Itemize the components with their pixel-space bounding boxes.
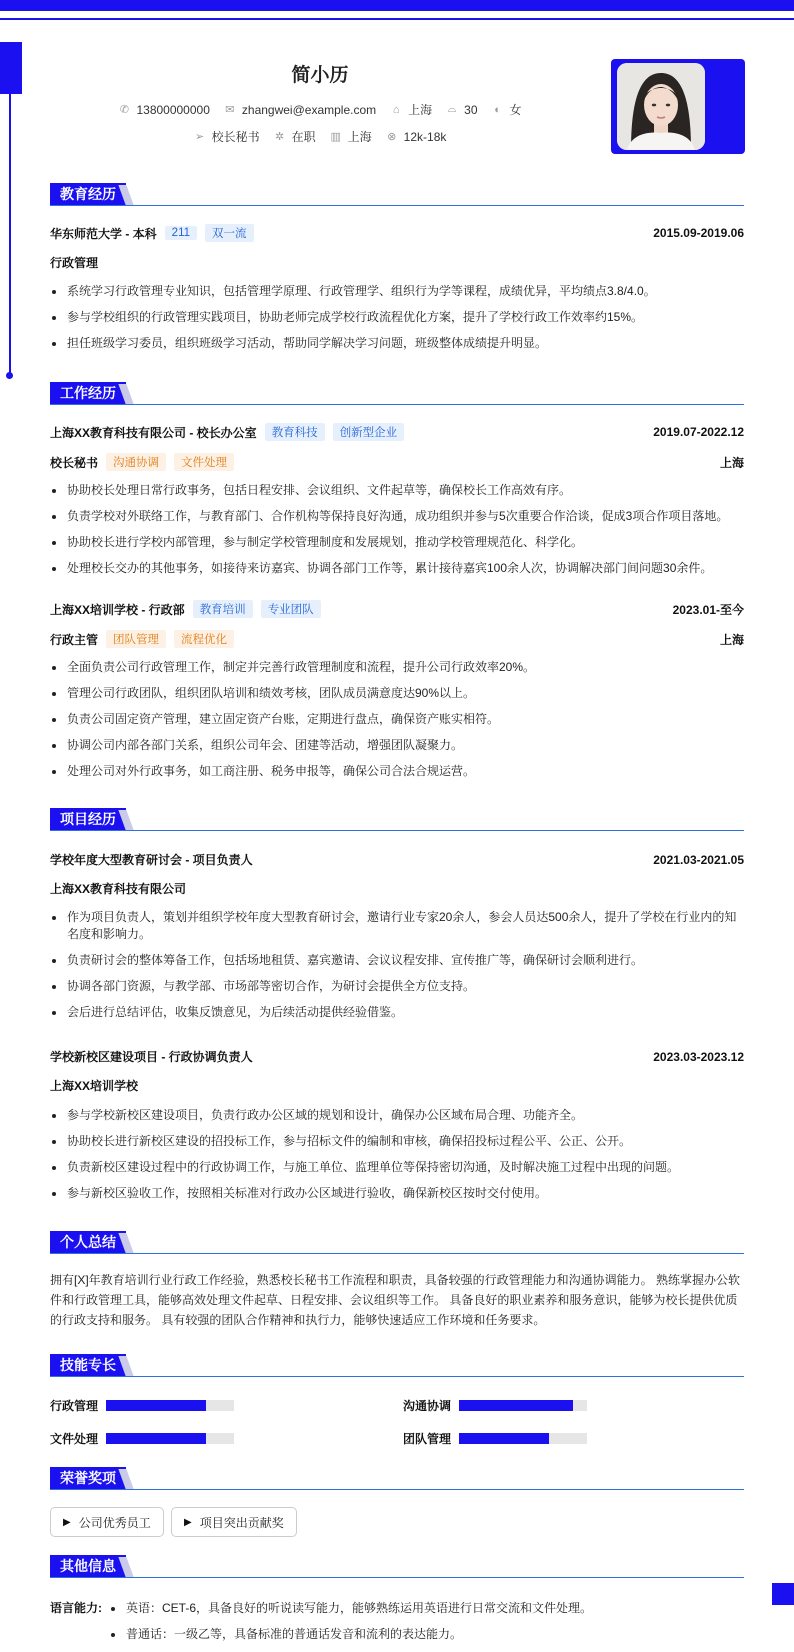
list-item: 管理公司行政团队，组织团队培训和绩效考核，团队成员满意度达90%以上。 bbox=[50, 685, 744, 702]
section-title: 个人总结 bbox=[50, 1231, 126, 1253]
list-item: 担任班级学习委员，组织班级学习活动，帮助同学解决学习问题，班级整体成绩提升明显。 bbox=[50, 335, 744, 352]
project-date: 2021.03-2021.05 bbox=[653, 852, 744, 867]
section-title: 荣誉奖项 bbox=[50, 1467, 126, 1489]
company-tag: 专业团队 bbox=[261, 600, 321, 618]
role-tag: 文件处理 bbox=[174, 453, 234, 471]
play-icon: ▶ bbox=[184, 1516, 192, 1528]
phone-icon: ✆ bbox=[119, 104, 130, 116]
project-row bbox=[50, 1048, 744, 1065]
portrait-photo bbox=[617, 63, 705, 150]
intent-row bbox=[0, 128, 640, 145]
list-item: 协调公司内部各部门关系，组织公司年会、团建等活动，增强团队凝聚力。 bbox=[50, 737, 744, 754]
list-item: 普通话：一级乙等，具备标准的普通话发音和流利的表达能力。 bbox=[109, 1626, 749, 1643]
section-awards-header bbox=[50, 1467, 744, 1490]
award-chip bbox=[171, 1507, 297, 1537]
photo-frame bbox=[611, 59, 745, 154]
top-accent-line bbox=[0, 18, 794, 20]
section-skills-header bbox=[50, 1354, 744, 1377]
major: 行政管理 bbox=[50, 256, 99, 270]
project-row bbox=[50, 851, 744, 868]
section-title: 技能专长 bbox=[50, 1354, 126, 1376]
top-accent-bar bbox=[0, 0, 794, 11]
list-item: 处理校长交办的其他事务，如接待来访嘉宾、协调各部门工作等，累计接待嘉宾100余人次，协调解决部门间问题30余件。 bbox=[50, 560, 744, 577]
gender-icon: ◐ bbox=[494, 103, 501, 116]
role-row bbox=[50, 453, 744, 471]
skill-name: 行政管理 bbox=[50, 1399, 99, 1413]
age-text: 30 bbox=[464, 102, 478, 117]
salary-text: 12k-18k bbox=[403, 129, 447, 144]
award-chip bbox=[50, 1507, 164, 1537]
section-education-header bbox=[50, 183, 744, 206]
skill-item bbox=[403, 1397, 587, 1414]
skill-name: 团队管理 bbox=[403, 1432, 452, 1446]
list-item: 会后进行总结评估，收集反馈意见，为后续活动提供经验借鉴。 bbox=[50, 1004, 744, 1021]
corner-accent-block bbox=[772, 1583, 794, 1605]
work-row bbox=[50, 423, 744, 441]
skill-bar bbox=[459, 1433, 587, 1444]
city-item bbox=[390, 101, 432, 118]
email-item bbox=[224, 101, 376, 118]
project-date: 2023.03-2023.12 bbox=[653, 1049, 744, 1064]
skill-bar bbox=[106, 1400, 234, 1411]
email-text: zhangwei@example.com bbox=[241, 102, 377, 117]
list-item: 协助校长处理日常行政事务，包括日程安排、会议组织、文件起草等，确保校长工作高效有序。 bbox=[50, 482, 744, 499]
job-target-text: 校长秘书 bbox=[211, 130, 260, 144]
building-icon: ▥ bbox=[330, 131, 341, 143]
list-item: 系统学习行政管理专业知识，包括管理学原理、行政管理学、组织行为学等课程，成绩优异，平均绩点3.8/4.0。 bbox=[50, 283, 744, 300]
project-bullets bbox=[50, 1107, 744, 1211]
role-name: 行政主管 bbox=[50, 632, 99, 647]
school-name: 华东师范大学 - 本科 bbox=[50, 226, 157, 241]
avatar bbox=[617, 63, 705, 150]
school-tag: 211 bbox=[165, 226, 197, 240]
company-tag: 教育培训 bbox=[193, 600, 253, 618]
send-icon: ➢ bbox=[195, 131, 205, 143]
role-tag: 团队管理 bbox=[106, 630, 166, 648]
role-row bbox=[50, 630, 744, 648]
contact-row bbox=[0, 101, 640, 118]
education-row bbox=[50, 224, 744, 242]
target-city-text: 上海 bbox=[347, 130, 372, 144]
work-location: 上海 bbox=[719, 455, 744, 470]
work-date: 2019.07-2022.12 bbox=[653, 425, 744, 439]
role-tag: 流程优化 bbox=[174, 630, 234, 648]
project-title: 学校新校区建设项目 - 行政协调负责人 bbox=[50, 1050, 253, 1064]
section-work-header bbox=[50, 382, 744, 405]
language-list bbox=[109, 1600, 749, 1652]
work-bullets bbox=[50, 482, 744, 586]
section-project-header bbox=[50, 808, 744, 831]
skill-bar bbox=[459, 1400, 587, 1411]
project-bullets bbox=[50, 909, 744, 1030]
section-title: 其他信息 bbox=[50, 1555, 126, 1577]
gender-item bbox=[492, 101, 522, 118]
coin-icon: ⊗ bbox=[387, 131, 397, 143]
work-location: 上海 bbox=[719, 632, 744, 647]
cake-icon: ⌓ bbox=[447, 103, 457, 115]
side-accent-dot bbox=[6, 372, 13, 379]
company-name: 上海XX教育科技有限公司 - 校长办公室 bbox=[50, 425, 257, 440]
skill-bar-fill bbox=[459, 1400, 573, 1411]
status-text: 在职 bbox=[291, 130, 316, 144]
section-summary-header bbox=[50, 1231, 744, 1254]
work-date: 2023.01-至今 bbox=[672, 602, 744, 617]
list-item: 作为项目负责人，策划并组织学校年度大型教育研讨会，邀请行业专家20余人，参会人员达500余人，提升了学校在行业内的知名度和影响力。 bbox=[50, 909, 744, 943]
section-title: 项目经历 bbox=[50, 808, 126, 830]
salary-item bbox=[386, 128, 447, 145]
list-item: 参与新校区验收工作，按照相关标准对行政办公区域进行验收，确保新校区按时交付使用。 bbox=[50, 1185, 744, 1202]
skill-item bbox=[50, 1397, 234, 1414]
project-org: 上海XX教育科技有限公司 bbox=[50, 882, 187, 896]
skill-item bbox=[50, 1430, 234, 1447]
skill-bar bbox=[106, 1433, 234, 1444]
language-label: 语言能力: bbox=[50, 1601, 102, 1615]
work-row bbox=[50, 600, 744, 618]
list-item: 协调各部门资源，与教学部、市场部等密切合作，为研讨会提供全方位支持。 bbox=[50, 978, 744, 995]
status-item bbox=[274, 128, 316, 145]
list-item: 协助校长进行学校内部管理，参与制定学校管理制度和发展规划，推动学校管理规范化、科学化。 bbox=[50, 534, 744, 551]
section-title: 工作经历 bbox=[50, 382, 126, 404]
section-title: 教育经历 bbox=[50, 183, 126, 205]
list-item: 处理公司对外行政事务，如工商注册、税务申报等，确保公司合法合规运营。 bbox=[50, 763, 744, 780]
list-item: 参与学校新校区建设项目，负责行政办公区域的规划和设计，确保办公区域布局合理、功能齐全。 bbox=[50, 1107, 744, 1124]
company-tag: 创新型企业 bbox=[333, 423, 405, 441]
list-item: 负责公司固定资产管理，建立固定资产台账，定期进行盘点，确保资产账实相符。 bbox=[50, 711, 744, 728]
phone-item bbox=[118, 101, 209, 118]
home-icon: ⌂ bbox=[392, 103, 400, 116]
summary-text: 拥有[X]年教育培训行业行政工作经验，熟悉校长秘书工作流程和职责，具备较强的行政管理能力和沟通协调能力。 熟练掌握办公软件和行政管理工具，能够高效处理文件起草、日程安排、会议组织等工作。 具备良好的职业素养和服务意识，能够为校长提供优质的行政支持和服务。 具有较强的团队合作精神和执行力，能够快速适应工作环境和任务要求。 bbox=[50, 1273, 741, 1327]
target-city-item bbox=[330, 128, 372, 145]
project-org: 上海XX培训学校 bbox=[50, 1079, 139, 1093]
age-item bbox=[446, 101, 477, 118]
award-label: 公司优秀员工 bbox=[78, 1515, 151, 1530]
role-name: 校长秘书 bbox=[50, 455, 99, 470]
city-text: 上海 bbox=[408, 103, 433, 117]
resume-name: 简小历 bbox=[291, 65, 349, 86]
company-name: 上海XX培训学校 - 行政部 bbox=[50, 602, 185, 617]
gender-text: 女 bbox=[509, 103, 522, 117]
gear-icon: ✲ bbox=[275, 131, 285, 143]
list-item: 负责学校对外联络工作，与教育部门、合作机构等保持良好沟通，成功组织并参与5次重要合作洽谈，促成3项合作项目落地。 bbox=[50, 508, 744, 525]
work-bullets bbox=[50, 659, 744, 789]
list-item: 负责研讨会的整体筹备工作，包括场地租赁、嘉宾邀请、会议议程安排、宣传推广等，确保研讨会顺利进行。 bbox=[50, 952, 744, 969]
skill-bar-fill bbox=[106, 1433, 206, 1444]
list-item: 负责新校区建设过程中的行政协调工作，与施工单位、监理单位等保持密切沟通，及时解决施工过程中出现的问题。 bbox=[50, 1159, 744, 1176]
role-tag: 沟通协调 bbox=[106, 453, 166, 471]
list-item: 英语：CET-6，具备良好的听说读写能力，能够熟练运用英语进行日常交流和文件处理。 bbox=[109, 1600, 749, 1617]
education-date: 2015.09-2019.06 bbox=[653, 226, 744, 240]
award-label: 项目突出贡献奖 bbox=[199, 1515, 284, 1530]
play-icon: ▶ bbox=[63, 1516, 71, 1528]
job-target-item bbox=[194, 128, 260, 145]
list-item: 全面负责公司行政管理工作，制定并完善行政管理制度和流程，提升公司行政效率20%。 bbox=[50, 659, 744, 676]
list-item: 协助校长进行新校区建设的招投标工作，参与招标文件的编制和审核，确保招投标过程公平、公正、公开。 bbox=[50, 1133, 744, 1150]
skill-name: 沟通协调 bbox=[403, 1399, 452, 1413]
company-tag: 教育科技 bbox=[265, 423, 325, 441]
section-other-header bbox=[50, 1555, 744, 1578]
mail-icon: ✉ bbox=[225, 104, 235, 116]
school-tag: 双一流 bbox=[205, 224, 254, 242]
phone-text: 13800000000 bbox=[136, 102, 210, 117]
skill-bar-fill bbox=[106, 1400, 206, 1411]
skill-name: 文件处理 bbox=[50, 1432, 99, 1446]
skill-bar-fill bbox=[459, 1433, 549, 1444]
list-item: 参与学校组织的行政管理实践项目，协助老师完成学校行政流程优化方案，提升了学校行政工作效率约15%。 bbox=[50, 309, 744, 326]
skill-item bbox=[403, 1430, 587, 1447]
project-title: 学校年度大型教育研讨会 - 项目负责人 bbox=[50, 853, 253, 867]
education-bullets bbox=[50, 283, 744, 361]
